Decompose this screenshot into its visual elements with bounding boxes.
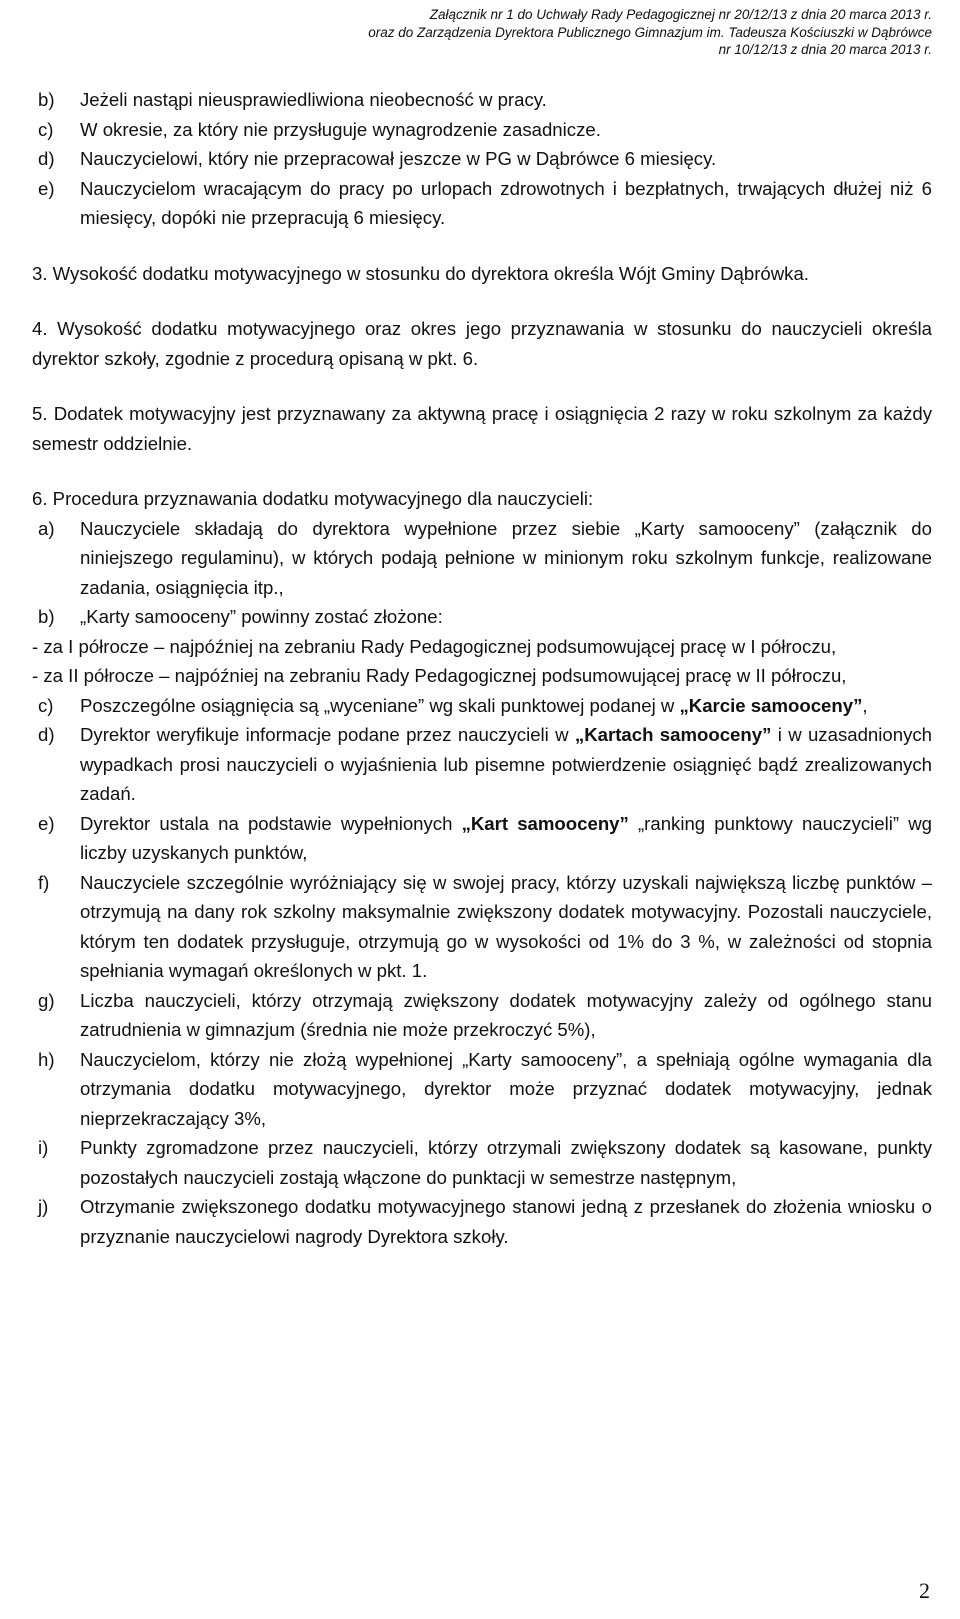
item-label: i) — [38, 1137, 49, 1158]
header-line-2: oraz do Zarządzenia Dyrektora Publicznego Gimnazjum im. Tadeusza Kościuszki w Dąbrówce — [368, 24, 932, 40]
item-text: Nauczycielowi, który nie przepracował jeszcze w PG w Dąbrówce 6 miesięcy. — [80, 148, 717, 169]
item-text — [80, 720, 932, 809]
item-label: d) — [38, 148, 55, 169]
page-number: 2 — [919, 1578, 930, 1603]
item-label: d) — [38, 724, 55, 745]
item-text: „Karty samooceny” powinny zostać złożone: — [80, 606, 443, 627]
paragraph-6: 6. Procedura przyznawania dodatku motywacyjnego dla nauczycieli: — [32, 488, 594, 509]
item-text: Nauczyciele składają do dyrektora wypełnione przez siebie „Karty samooceny” (załącznik do niniejszego regulaminu), w których podają pełnione w minionym roku szkolnym funkcje, realizowane zadania, osiągnięcia itp., — [80, 517, 932, 598]
item-label: f) — [38, 871, 50, 893]
procedure-item-a — [32, 514, 932, 603]
item-label: j) — [38, 1196, 49, 1217]
procedure-item-d — [32, 720, 932, 809]
item-text-bold: „Kartach samooceny” — [574, 724, 772, 745]
item-text-part: , — [862, 694, 868, 716]
item-text: W okresie, za który nie przysługuje wynagrodzenie zasadnicze. — [80, 118, 601, 140]
item-label: e) — [38, 177, 55, 199]
item-text-part: Poszczególne osiągnięcia są „wyceniane” wg skali punktowej podanej w — [80, 694, 680, 716]
item-text-part: „ranking punktowy nauczycieli” wg liczby uzyskanych punktów, — [80, 812, 932, 863]
procedure-item-g — [32, 986, 932, 1045]
item-text — [80, 691, 932, 721]
item-text-part: i w uzasadnionych wypadkach prosi nauczycieli o wyjaśnienia lub pisemne potwierdzenie osiągnięć bądź zrealizowanych zadań. — [80, 724, 933, 804]
list-item-d — [32, 144, 932, 174]
item-text-part: Dyrektor ustala na podstawie wypełnionych — [80, 812, 462, 834]
procedure-item-f — [32, 868, 932, 986]
item-label: g) — [38, 989, 55, 1011]
procedure-item-j — [32, 1192, 932, 1251]
list-item-c — [32, 115, 932, 145]
document-header — [368, 6, 932, 59]
procedure-item-e — [32, 809, 932, 868]
item-text: Otrzymanie zwiększonego dodatku motywacyjnego stanowi jedną z przesłanek do złożenia wniosku o przyznanie nauczycielowi nagrody Dyrektora szkoły. — [80, 1196, 932, 1247]
item-label: e) — [38, 812, 55, 834]
item-label: a) — [38, 517, 55, 539]
list-item-b — [32, 85, 932, 115]
item-text: Nauczycielom wracającym do pracy po urlopach zdrowotnych i bezpłatnych, trwających dłużej niż 6 miesięcy, dopóki nie przepracują 6 miesięcy. — [80, 177, 932, 228]
procedure-item-b — [32, 602, 932, 632]
list-item-e — [32, 174, 932, 233]
deadline-second-half: - za II półrocze – najpóźniej na zebraniu Rady Pedagogicznej podsumowującej pracę w II półroczu, — [32, 665, 847, 686]
item-label: b) — [38, 89, 55, 110]
procedure-item-h — [32, 1045, 932, 1134]
header-line-1: Załącznik nr 1 do Uchwały Rady Pedagogicznej nr 20/12/13 z dnia 20 marca 2013 r. — [429, 7, 932, 22]
item-label: c) — [38, 694, 54, 716]
item-text: Liczba nauczycieli, którzy otrzymają zwiększony dodatek motywacyjny zależy od ogólnego stanu zatrudnienia w gimnazjum (średnia nie może przekroczyć 5%), — [80, 989, 932, 1040]
procedure-item-c — [32, 691, 932, 721]
procedure-item-i — [32, 1133, 932, 1192]
paragraph-3: 3. Wysokość dodatku motywacyjnego w stosunku do dyrektora określa Wójt Gminy Dąbrówka. — [32, 262, 809, 284]
item-text-bold: „Kart samooceny” — [461, 812, 629, 834]
deadline-first-half: - za I półrocze – najpóźniej na zebraniu Rady Pedagogicznej podsumowującej pracę w I półroczu, — [32, 635, 837, 657]
item-label: c) — [38, 118, 54, 140]
item-text-bold: „Karcie samooceny” — [679, 694, 863, 716]
item-text: Punkty zgromadzone przez nauczycieli, którzy otrzymali zwiększony dodatek są kasowane, punkty pozostałych nauczycieli zostają włączone do punktacji w semestrze następnym, — [80, 1137, 932, 1188]
document-body — [32, 85, 932, 1251]
item-label: b) — [38, 606, 55, 627]
item-text — [80, 809, 932, 868]
paragraph-4: 4. Wysokość dodatku motywacyjnego oraz okres jego przyznawania w stosunku do nauczycieli określa dyrektor szkoły, zgodnie z procedurą opisaną w pkt. 6. — [32, 318, 932, 369]
item-text: Nauczyciele szczególnie wyróżniający się w swojej pracy, którzy uzyskali największą liczbę punktów – otrzymują na dany rok szkolny maksymalnie zwiększony dodatek motywacyjny. Pozostali nauczyciele, którym ten dodatek przysługuje, otrzymują go w wysokości od 1% do 3 %, w zależności od stopnia spełniania wymagań określonych w pkt. 1. — [80, 871, 932, 981]
paragraph-5: 5. Dodatek motywacyjny jest przyznawany za aktywną pracę i osiągnięcia 2 razy w roku szkolnym za każdy semestr oddzielnie. — [32, 403, 932, 454]
header-line-3: nr 10/12/13 z dnia 20 marca 2013 r. — [718, 42, 932, 57]
item-text: Nauczycielom, którzy nie złożą wypełnionej „Karty samooceny”, a spełniają ogólne wymagania dla otrzymania dodatku motywacyjnego, dyrektor może przyznać dodatek motywacyjny, jednak nieprzekraczający 3%, — [80, 1048, 932, 1129]
item-text-part: Dyrektor weryfikuje informacje podane przez nauczycieli w — [80, 724, 575, 745]
item-text: Jeżeli nastąpi nieusprawiedliwiona nieobecność w pracy. — [80, 89, 547, 110]
item-label: h) — [38, 1048, 55, 1070]
